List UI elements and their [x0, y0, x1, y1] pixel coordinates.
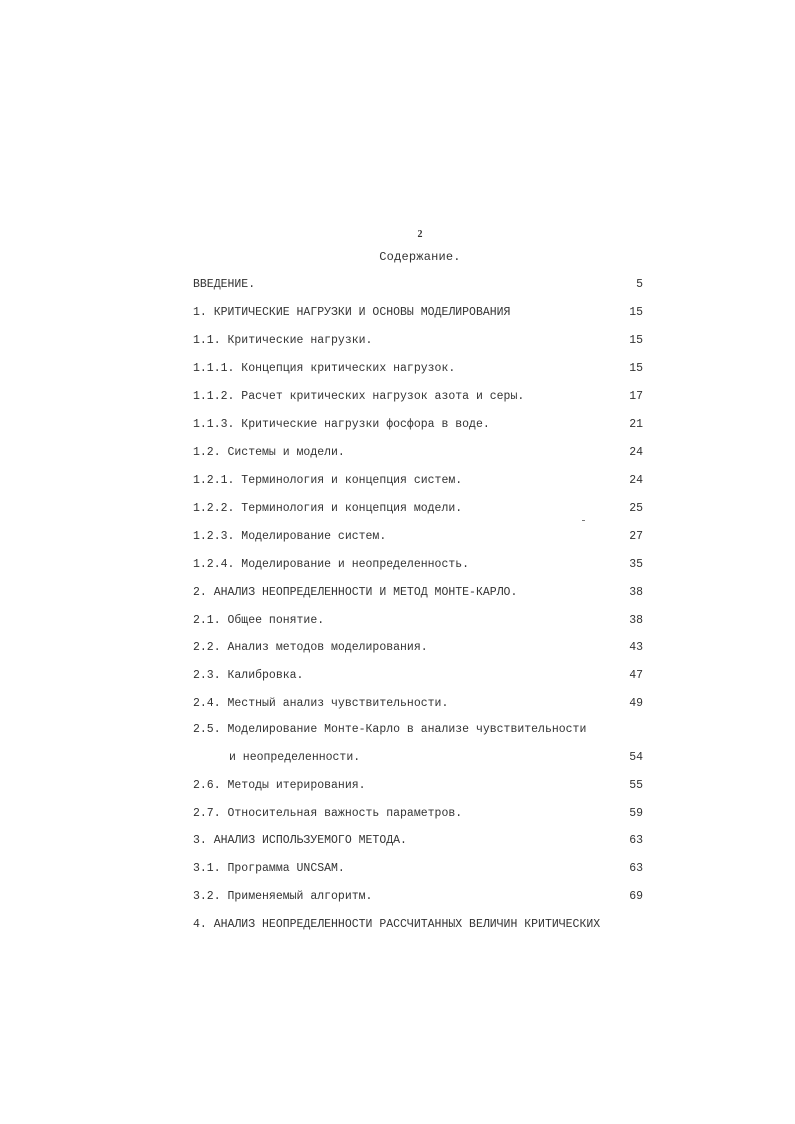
- toc-entry-page: 69: [629, 890, 643, 903]
- toc-entry-3-2: [193, 889, 643, 905]
- toc-entry-page: 5: [636, 278, 643, 291]
- toc-entry-page: 63: [629, 862, 643, 875]
- toc-title: Содержание.: [379, 250, 461, 264]
- toc-entry-text: 1.2.2. Терминология и концепция модели.: [193, 502, 463, 515]
- toc-entry-text: 1.1.2. Расчет критических нагрузок азота и серы.: [193, 390, 525, 403]
- toc-entry-1-2-2: [193, 501, 643, 517]
- toc-entry-2-3: [193, 668, 643, 684]
- toc-entry-page: 43: [629, 641, 643, 654]
- toc-entry-text: 2.7. Относительная важность параметров.: [193, 807, 463, 820]
- toc-entry-2-1: [193, 613, 643, 629]
- toc-entry-chapter-1: [193, 305, 643, 321]
- toc-entry-text: 2.6. Методы итерирования.: [193, 779, 366, 792]
- toc-entry-text: 1.2.4. Моделирование и неопределенность.: [193, 558, 470, 571]
- toc-entry-text: 3.1. Программа UNCSAM.: [193, 862, 345, 875]
- toc-entry-2-2: [193, 640, 643, 656]
- toc-entry-text: 2.4. Местный анализ чувствительности.: [193, 697, 449, 710]
- toc-entry-text: 2. АНАЛИЗ НЕОПРЕДЕЛЕННОСТИ И МЕТОД МОНТЕ-КАРЛО.: [193, 586, 518, 599]
- toc-entry-page: 35: [629, 558, 643, 571]
- toc-entry-page: 54: [629, 751, 643, 764]
- toc-entry-page: 38: [629, 614, 643, 627]
- toc-entry-1-1-1: [193, 361, 643, 377]
- toc-entry-text: 1.2.3. Моделирование систем.: [193, 530, 387, 543]
- toc-entry-1-1-3: [193, 417, 643, 433]
- toc-entry-page: 24: [629, 474, 643, 487]
- toc-entry-text: 3.2. Применяемый алгоритм.: [193, 890, 373, 903]
- toc-entry-1-2-4: [193, 557, 643, 573]
- toc-entry-page: 15: [629, 306, 643, 319]
- toc-entry-1-1: [193, 333, 643, 349]
- toc-entry-2-7: [193, 806, 643, 822]
- toc-entry-text: 1. КРИТИЧЕСКИЕ НАГРУЗКИ И ОСНОВЫ МОДЕЛИРОВАНИЯ: [193, 306, 511, 319]
- toc-entry-1-2: [193, 445, 643, 461]
- toc-entry-chapter-3: [193, 833, 643, 849]
- toc-entry-page: 21: [629, 418, 643, 431]
- toc-entry-page: 27: [629, 530, 643, 543]
- toc-entry-page: 15: [629, 362, 643, 375]
- toc-entry-chapter-4: [193, 917, 643, 933]
- toc-entry-1-2-1: [193, 473, 643, 489]
- toc-entry-2-5: [193, 722, 643, 738]
- toc-entry-text: 4. АНАЛИЗ НЕОПРЕДЕЛЕННОСТИ РАССЧИТАННЫХ ВЕЛИЧИН КРИТИЧЕСКИХ: [193, 918, 601, 931]
- toc-entry-2-5-continued: [193, 750, 643, 766]
- toc-entry-page: 63: [629, 834, 643, 847]
- scan-speck: [582, 520, 585, 521]
- toc-entry-text: 1.1.3. Критические нагрузки фосфора в воде.: [193, 418, 490, 431]
- toc-entry-page: 17: [629, 390, 643, 403]
- toc-entry-chapter-2: [193, 585, 643, 601]
- toc-entry-page: 55: [629, 779, 643, 792]
- toc-entry-text: 1.2. Системы и модели.: [193, 446, 345, 459]
- toc-entry-page: 24: [629, 446, 643, 459]
- toc-entry-1-2-3: [193, 529, 643, 545]
- toc-entry-page: 59: [629, 807, 643, 820]
- toc-entry-text: 2.3. Калибровка.: [193, 669, 304, 682]
- toc-entry-introduction: [193, 277, 643, 293]
- toc-entry-page: 25: [629, 502, 643, 515]
- toc-entry-3-1: [193, 861, 643, 877]
- toc-entry-1-1-2: [193, 389, 643, 405]
- toc-entry-2-6: [193, 778, 643, 794]
- toc-entry-2-4: [193, 696, 643, 712]
- toc-entry-text: 1.1. Критические нагрузки.: [193, 334, 373, 347]
- toc-entry-text: 1.1.1. Концепция критических нагрузок.: [193, 362, 456, 375]
- toc-entry-text: 3. АНАЛИЗ ИСПОЛЬЗУЕМОГО МЕТОДА.: [193, 834, 407, 847]
- toc-entry-text: и неопределенности.: [229, 751, 361, 764]
- toc-entry-text: 2.5. Моделирование Монте-Карло в анализе чувствительности: [193, 723, 587, 736]
- toc-entry-text: 2.1. Общее понятие.: [193, 614, 325, 627]
- page-number: 2: [417, 229, 423, 240]
- toc-entry-page: 38: [629, 586, 643, 599]
- toc-entry-page: 47: [629, 669, 643, 682]
- toc-entry-text: 2.2. Анализ методов моделирования.: [193, 641, 428, 654]
- toc-entry-page: 15: [629, 334, 643, 347]
- toc-entry-text: ВВЕДЕНИЕ.: [193, 278, 256, 291]
- toc-entry-text: 1.2.1. Терминология и концепция систем.: [193, 474, 463, 487]
- toc-entry-page: 49: [629, 697, 643, 710]
